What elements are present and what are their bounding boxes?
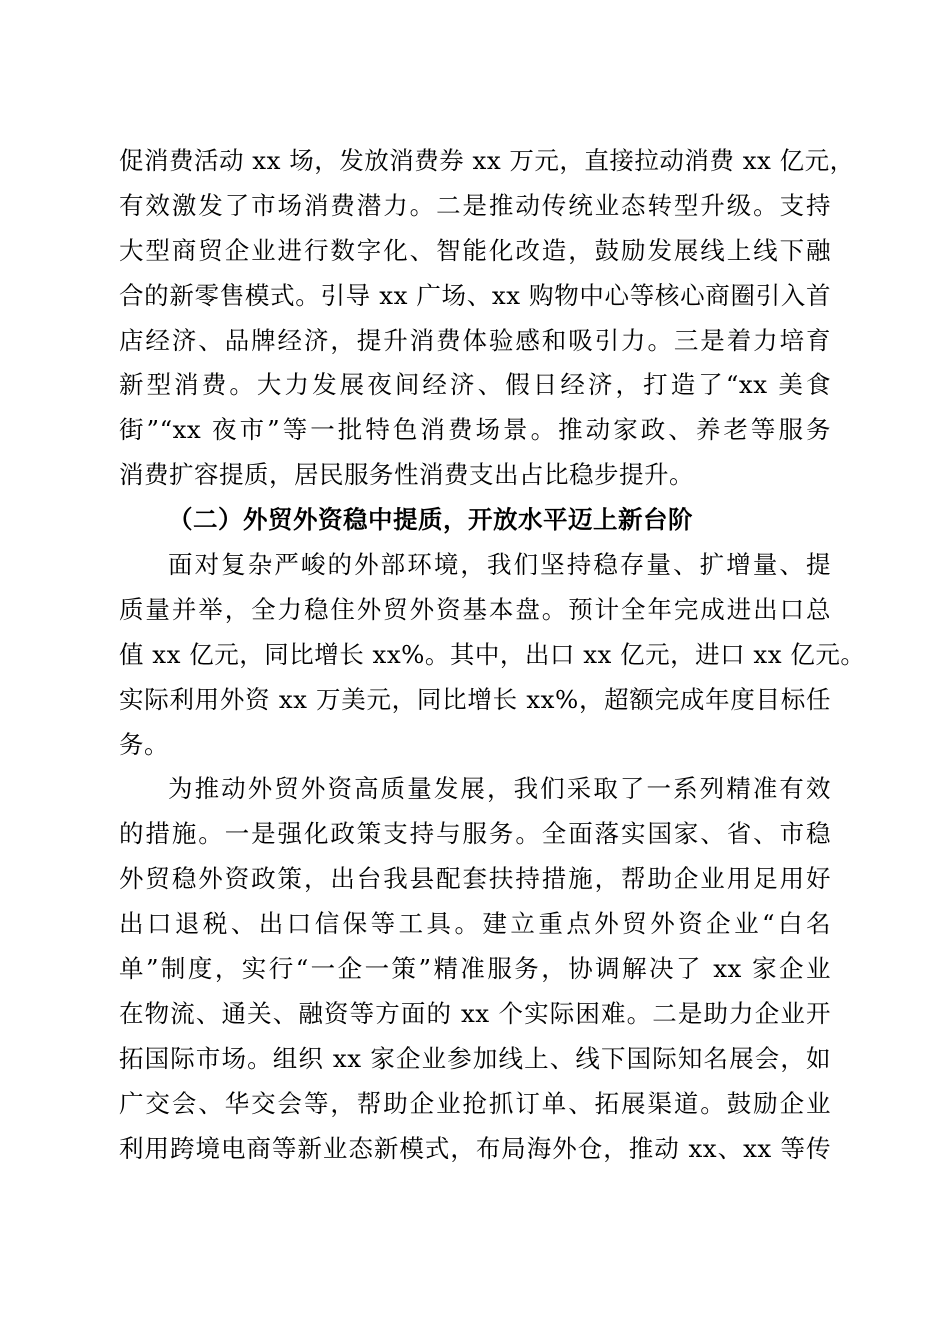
paragraph-line: 街”“xx 夜市”等一批特色消费场景。推动家政、养老等服务 bbox=[119, 415, 831, 445]
paragraph-line: 务。 bbox=[119, 729, 169, 759]
paragraph-line: 质量并举，全力稳住外贸外资基本盘。预计全年完成进出口总 bbox=[119, 594, 831, 624]
paragraph-line: 的措施。一是强化政策支持与服务。全面落实国家、省、市稳 bbox=[119, 819, 831, 849]
paragraph-line: 面对复杂严峻的外部环境，我们坚持稳存量、扩增量、提 bbox=[168, 550, 831, 580]
section-heading: （二）外贸外资稳中提质，开放水平迈上新台阶 bbox=[168, 505, 693, 535]
paragraph-line: 有效激发了市场消费潜力。二是推动传统业态转型升级。支持 bbox=[119, 190, 831, 220]
paragraph-line: 单”制度，实行“一企一策”精准服务，协调解决了 xx 家企业 bbox=[119, 954, 831, 984]
paragraph-line: 店经济、品牌经济，提升消费体验感和吸引力。三是着力培育 bbox=[119, 325, 831, 355]
paragraph-line: 值 xx 亿元，同比增长 xx%。其中，出口 xx 亿元，进口 xx 亿元。 bbox=[119, 639, 866, 669]
paragraph-line: 新型消费。大力发展夜间经济、假日经济，打造了“xx 美食 bbox=[119, 370, 831, 400]
document-body bbox=[119, 139, 866, 1171]
paragraph-line: 广交会、华交会等，帮助企业抢抓订单、拓展渠道。鼓励企业 bbox=[119, 1088, 831, 1118]
paragraph-line: 大型商贸企业进行数字化、智能化改造，鼓励发展线上线下融 bbox=[119, 235, 831, 265]
paragraph-line: 促消费活动 xx 场，发放消费券 xx 万元，直接拉动消费 xx 亿元， bbox=[119, 146, 855, 175]
paragraph-line: 消费扩容提质，居民服务性消费支出占比稳步提升。 bbox=[119, 460, 694, 490]
paragraph-line: 合的新零售模式。引导 xx 广场、xx 购物中心等核心商圈引入首 bbox=[119, 280, 831, 310]
paragraph-line: 外贸稳外资政策，出台我县配套扶持措施，帮助企业用足用好 bbox=[119, 864, 831, 894]
paragraph-line: 在物流、通关、融资等方面的 xx 个实际困难。二是助力企业开 bbox=[119, 998, 831, 1028]
paragraph-line: 实际利用外资 xx 万美元，同比增长 xx%，超额完成年度目标任 bbox=[119, 684, 831, 714]
paragraph-line: 利用跨境电商等新业态新模式，布局海外仓，推动 xx、xx 等传 bbox=[119, 1133, 831, 1163]
paragraph-1 bbox=[119, 139, 855, 498]
paragraph-3 bbox=[119, 767, 831, 1171]
paragraph-line: 为推动外贸外资高质量发展，我们采取了一系列精准有效 bbox=[168, 774, 831, 804]
paragraph-2 bbox=[119, 543, 866, 767]
paragraph-line: 出口退税、出口信保等工具。建立重点外贸外资企业“白名 bbox=[119, 909, 831, 939]
paragraph-line: 拓国际市场。组织 xx 家企业参加线上、线下国际知名展会，如 bbox=[119, 1043, 831, 1073]
